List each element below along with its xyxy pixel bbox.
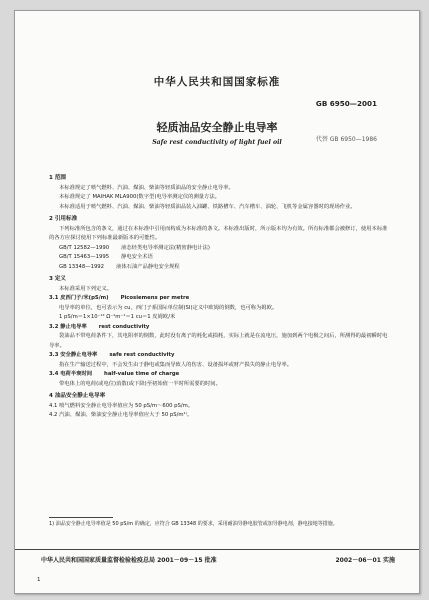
footnote: 1) 油品安全静止电导率值是 50 pS/m 的确定，应符合 GB 13348 的要求，采用耐油导静电胶管或加导静电剂，静电接地等措施。 <box>49 521 338 527</box>
definition-text: 袋油品不带电荷条件下，其电阻率的倒数，此时没有离子的耗化或损耗，实际上就是在流电压，施加到两个电极之间后，所测得的最初瞬时电导率。 <box>49 333 388 349</box>
reference-code: GB 13348—1992 <box>59 263 105 270</box>
clause-item: 4.2 汽油、煤油、柴油安全静止电导率值应大于 50 pS/m¹⁾。 <box>49 412 193 418</box>
paragraph: 本标准规定了喷气燃料、汽油、煤油、柴油等轻质油品的安全静止电导率。 <box>59 184 234 191</box>
section-heading-references: 2 引用标准 <box>49 216 78 222</box>
section-heading-scope: 1 范围 <box>49 175 67 181</box>
document-body <box>49 171 389 421</box>
reference-code: GB/T 12582—1990 <box>59 244 110 251</box>
definition-text: 带电体上的电荷(或电位)消散(或下降)至初始值一半时所需要的时间。 <box>59 380 221 387</box>
definition-term: 3.4 电荷半衰时间 half-value time of charge <box>49 371 180 377</box>
reference-title: 静电安全术语 <box>121 254 153 260</box>
section-heading-conductivity: 4 油品安全静止电导率 <box>49 393 106 399</box>
footnote-divider <box>49 517 113 518</box>
paragraph: 本标准适用于喷气燃料、汽油、煤油、柴油等轻质油品装入油罐、铁路槽车、汽车槽车、油轮、飞机等金属容器时的现场作业。 <box>59 203 356 210</box>
national-standard-heading: 中华人民共和国国家标准 <box>153 76 281 88</box>
clause-item: 4.1 喷气燃料安全静止电导率值应为 50 pS/m～600 pS/m。 <box>49 402 194 409</box>
implementation-date: 2002－06－01 实施 <box>335 557 395 564</box>
reference-item <box>49 244 389 254</box>
paragraph: 本标准规定了 MAIHAK MLA900(数字型)电导率测定仪的测量方法。 <box>59 194 220 200</box>
definition-text: 指在生产输送过程中，不会发生由于静电或集而导致人的伤害、设备损坏或财产损失的静止电导率。 <box>59 361 293 368</box>
definition-term: 3.2 静止电导率 rest conductivity <box>49 323 150 330</box>
footer-divider <box>15 549 419 550</box>
definition-formula: 1 pS/m＝1×10⁻¹² Ω⁻¹m⁻¹＝1 cu＝1 皮姆欧/米 <box>59 314 176 320</box>
definition-term: 3.3 安全静止电导率 safe rest conductivity <box>49 352 175 358</box>
approval-issuer: 中华人民共和国国家质量监督检验检疫总局 2001－09－15 批准 <box>41 557 217 564</box>
paragraph: 下列标准所包含的条文，通过在本标准中引用而构成为本标准的条文。本标准出版时，所示版本均为有效。所有标准都会被修订，使用本标准的各方应探讨使用下列标准最新版本的可能性。 <box>49 225 388 241</box>
reference-title: 液体石油产品静电安全规程 <box>116 263 180 270</box>
definition-term: 3.1 皮西门子/米(pS/m) Picosiemens per metre <box>49 295 190 301</box>
supersedes-note: 代替 GB 6950—1986 <box>315 136 377 143</box>
standard-number: GB 6950—2001 <box>315 99 377 108</box>
reference-title: 液态烃类电导率测定法(精密静电计法) <box>121 244 210 251</box>
document-title-english: Safe rest conductivity of light fuel oil <box>152 139 282 146</box>
reference-item <box>49 263 389 273</box>
page-number: 1 <box>37 577 41 583</box>
document-page <box>14 10 420 594</box>
section-heading-definitions: 3 定义 <box>49 276 67 282</box>
document-title: 轻质油品安全静止电导率 <box>156 121 278 134</box>
paragraph: 本标准采用下列定义。 <box>59 285 112 292</box>
reference-item <box>49 253 389 263</box>
definition-text: 电导率的单位，也可表示为 cu，西门子系国际单位制(SI)定义中欧姆的倒数，也可称为姆欧。 <box>59 304 278 311</box>
reference-code: GB/T 15463—1995 <box>59 254 110 260</box>
